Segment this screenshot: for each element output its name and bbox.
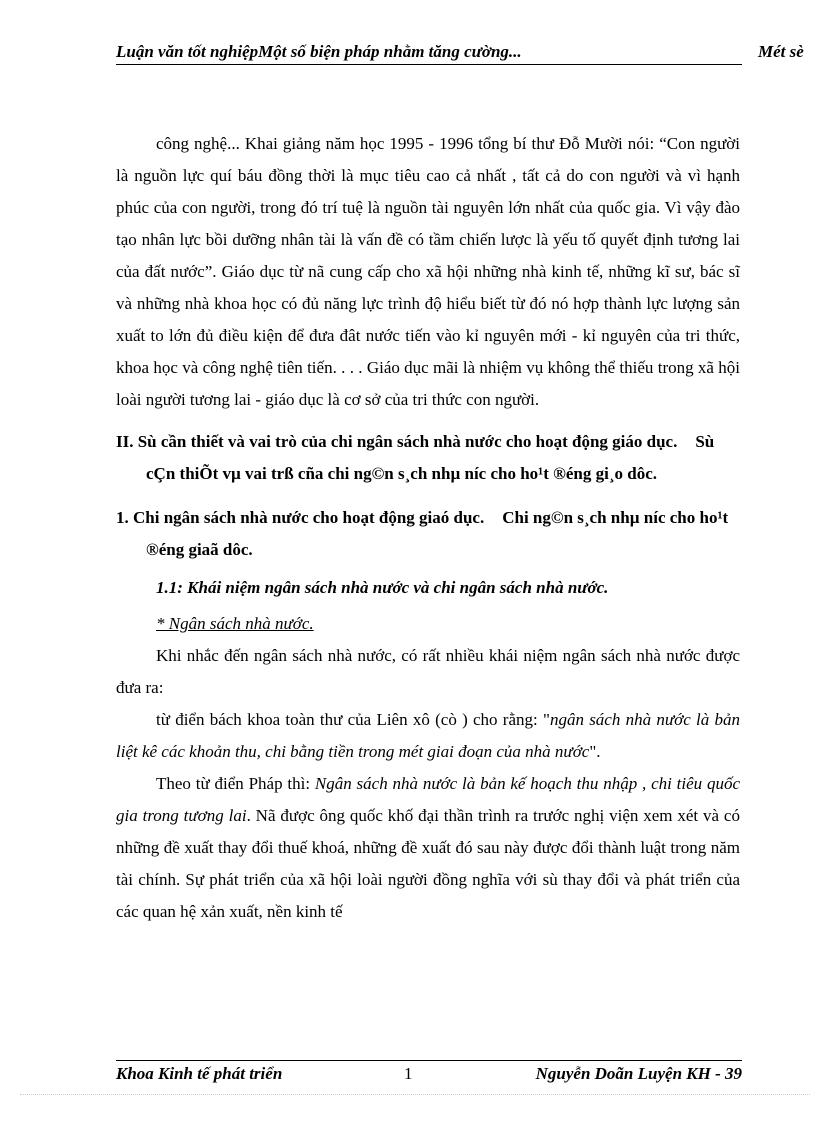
para-prefix: Theo từ điển Pháp thì:: [156, 774, 315, 793]
footer-author: Nguyễn Doãn Luyện KH - 39: [535, 1064, 742, 1083]
footer-rule: [116, 1060, 742, 1061]
body-paragraph: công nghệ... Khai giảng năm học 1995 - 1996 tổng bí thư Đỗ Mười nói: “Con người là nguồn lực quí báu đồng thời là mục tiêu cao cả nhất , tất cả do con người và vì hạnh phúc của con người, trong đó trí tuệ là nguồn tài nguyên lớn nhất của quốc gia. Vì vậy đào tạo nhân lực bồi dưỡng nhân tài là vấn đề có tầm chiến lược là yếu tố quyết định tương lai của đất nước”. Giáo dục từ nã cung cấp cho xã hội những nhà kinh tế, những kĩ sư, bác sĩ và những nhà khoa học có đủ năng lực trình độ hiểu biết từ đó nó hợp thành lực lượng sản xuất to lớn đủ điều kiện để đưa đât nước tiến vào kỉ nguyên mới - kỉ nguyên của tri thức, khoa học và công nghệ tiên tiến. . . . Giáo dục mãi là nhiệm vụ không thể thiếu trong xã hội loài người tương lai - giáo dục là cơ sở của tri thức con người.: [116, 134, 740, 409]
page-header: [116, 42, 816, 66]
section-heading-1-garbled: Chi ng©n s¸ch nhµ níc cho ho¹t ®éng giaã dôc.: [146, 508, 729, 559]
quote-suffix: ".: [589, 742, 601, 761]
subsection-heading-1-1: 1.1: Khái niệm ngân sách nhà nước và chi ngân sách nhà nước.: [156, 578, 609, 597]
document-body: [116, 128, 740, 928]
para-suffix: . Nã được ông quốc khố đại thần trình ra trước nghị viện xem xét và có những đề xuất thay đổi thuế khoá, những đề xuất đó sau này được đổi thành luật trong năm tài chính. Sự phát triển của xã hội loài người đồng nghĩa với sù thay đổi và phát triển của các quan hệ xản xuất, nền kinh tế: [116, 806, 740, 921]
para-italic: Ngân sách nhà nước là bản kế hoạch thu nhập , chi tiêu quốc gia trong tương lai: [116, 774, 741, 825]
section-heading-ii-text: II. Sù cần thiết và vai trò của chi ngân sách nhà nước cho hoạt động giáo dục.: [116, 432, 678, 451]
header-right-text: Mét sè: [758, 42, 804, 61]
subheading-ngan-sach: * Ngân sách nhà nước.: [156, 614, 314, 633]
body-paragraph: [116, 704, 740, 768]
page-number: 1: [404, 1064, 413, 1083]
quote-italic: ngân sách nhà nước là bản liệt kê các khoản thu, chi bằng tiền trong mét giai đoạn của nhà nước: [116, 710, 741, 761]
page-footer: [116, 1064, 742, 1088]
quote-prefix: từ điển bách khoa toàn thư của Liên xô (cò ) cho rằng: ": [156, 710, 550, 729]
body-paragraph: [116, 768, 740, 928]
header-rule: [116, 64, 742, 65]
footer-department: Khoa Kinh tế phát triển: [116, 1064, 283, 1083]
header-title: Luận văn tốt nghiệpMột số biện pháp nhằm tăng cường...: [116, 42, 522, 61]
section-heading-ii-garbled: Sù cÇn thiÕt vµ vai trß cña chi ng©n s¸ch nhµ níc cho ho¹t ®éng gi¸o dôc.: [146, 432, 715, 483]
body-paragraph: Khi nhắc đến ngân sách nhà nước, có rất nhiều khái niệm ngân sách nhà nước được đưa ra:: [116, 646, 740, 697]
section-heading-1-text: 1. Chi ngân sách nhà nước cho hoạt động giaó dục.: [116, 508, 485, 527]
section-heading-ii: [116, 426, 740, 490]
section-heading-1: [116, 502, 740, 566]
page-edge-dotted-line: [20, 1094, 810, 1095]
